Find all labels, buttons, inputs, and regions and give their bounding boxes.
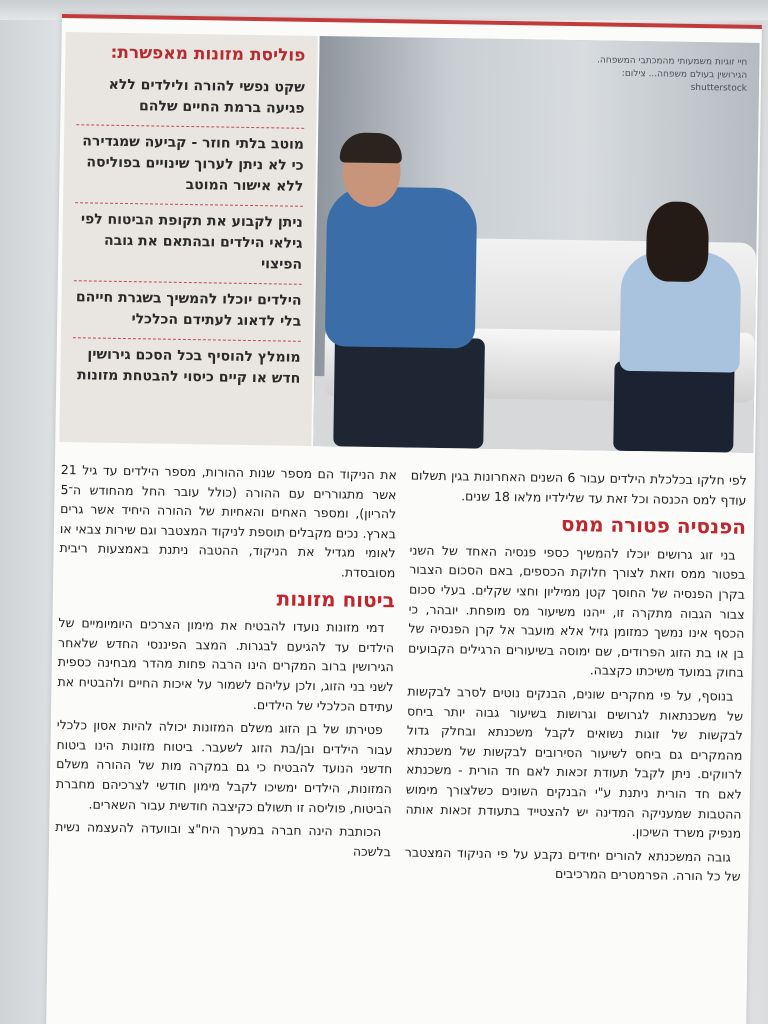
sidebar-item: הילדים יוכלו להמשיך בשגרת חייהם בלי לדאוג לעתידם הכלכלי	[73, 281, 302, 342]
article-column-right	[404, 466, 747, 891]
sidebar-item: מוטב בלתי חוזר - קביעה שמגדירה כי לא ניתן לערוך שינויים בפוליסה ללא אישור המוטב	[75, 125, 304, 207]
paragraph: גובה המשכנתא להורים יחידים נקבע על פי הניקוד המצטבר של כל הורה. הפרמטרים המרכיבים	[404, 844, 741, 885]
magazine-page	[46, 14, 762, 1024]
column-intro: לפי חלקו בכלכלת הילדים עבור 6 השנים האחרונות בגין תשלום עודף למס הכנסה וכל זאת עד שלילדיו מלאו 18 שנים.	[410, 467, 747, 508]
policy-sidebar	[59, 32, 317, 446]
section-heading-pension: הפנסיה פטורה ממס	[560, 512, 747, 539]
man-figure	[325, 186, 477, 348]
sidebar-item: מומלץ להוסיף בכל הסכם גירושין חדש או קיים כיסוי להבטחת מזונות	[76, 346, 301, 387]
paragraph: בני זוג גרושים יוכלו להמשיך כספי פנסיה האחד של השני בפטור ממס וזאת לצורך חלוקת הכספים, באם הסכום הצבור בקרן הפנסיה של החוסך קטן ממיליון וחצי שקלים. בעלי סכום צבור הגבוה מתקרה זו, ייהנו משיעור מס מופחת. יובהר, כי הכסף אינו נמשך כמזומן גזיל אלא מועבר אל קרן הפנסיה של בן או בת הזוג הפרודים, שם ימוסה בשיעורים הרגילים הקבועים בחוק במועד משיכתו כקצבה.	[407, 542, 746, 681]
sidebar-item: שקט נפשי להורה ולילדים ללא פגיעה ברמת החיים שלהם	[76, 68, 305, 129]
paragraph: פטירתו של בן הזוג משלם המזונות יכולה להיות אסון כלכלי עבור הילדים ובן/בת הזוג לשעבר. ביטוח מזונות הינו ביטוח חדשני הנועד להבטיח כי גם במקרה מות של ההורה משלם המזונות, הילדים ימשיכו לקבל מימון חודשי לצרכיהם מחברת הביטוח, פוליסה זו תשולם כקיצבה חודשית עבור השארים.	[55, 717, 393, 816]
sidebar-item: ניתן לקבוע את תקופת הביטוח לפי גילאי הילדים ובהתאם את גובה הפיצוי	[74, 203, 303, 285]
article-column-left	[55, 460, 397, 866]
sidebar-title: פוליסת מזונות מאפשרת:	[110, 42, 306, 66]
paragraph: בנוסף, על פי מחקרים שונים, הבנקים נוטים לסרב לבקשות של משכנתאות לגרושים וגרושות בשיעור גבוה יותר ביחס לבקשות של זוגות נשואים לקבל משכנתא ובחלק גדול מהמקרים גם ביחס לשיעור הסירובים לבקשות של משכנתא לרווקים. ניתן לקבל תעודת זכאות לאם חד הורית - משכנתא לאם חד הורית ניתנת ע"י הבנקים השונים כשלצורך מימוש ההטבות שמעניקה המדינה יש להצטייד בתעודת זכאות אותה מנפיק משרד השיכון.	[405, 683, 744, 841]
couple-photo	[313, 36, 759, 453]
column-intro: את הניקוד הם מספר שנות ההורות, מספר הילדים עד גיל 21 אשר מתגוררים עם ההורה (כולל עובר החל מהחודש ה־5 להריון), ומספר האחים והאחיות של ההורה היחיד אשר גרים בארץ. נכים מקבלים תוספת לניקוד המצטבר וגם שירות צבאי או לאומי מגדיל את הניקוד, ההטבה ניתנת באמצעות ריבית מסובסדת.	[59, 462, 397, 581]
section-heading-insurance: ביטוח מזונות	[276, 586, 396, 612]
paragraph: דמי מזונות נועדו להבטיח את מימון הצרכים היומיומיים של הילדים עד להגיעם לבגרות. המצב הפיננסי החדש שלאחר הגירושין ברוב המקרים הינו הרבה פחות מהדר מבחינה כספית לשני בני הזוג, ולכן עליהם לשמור על איכות החיים ולהבטיח את עתידם הכלכלי של הילדים.	[57, 615, 395, 714]
author-note: הכותבת הינה חברה במערך היח"צ ובוועדה להעצמה נשית בלשכה	[55, 819, 392, 859]
photo-caption: חיי זוגיות משמעותי מהמכתבי המשפחה. הגירושין בעולם משפחה... צילום: shutterstock	[597, 55, 748, 94]
